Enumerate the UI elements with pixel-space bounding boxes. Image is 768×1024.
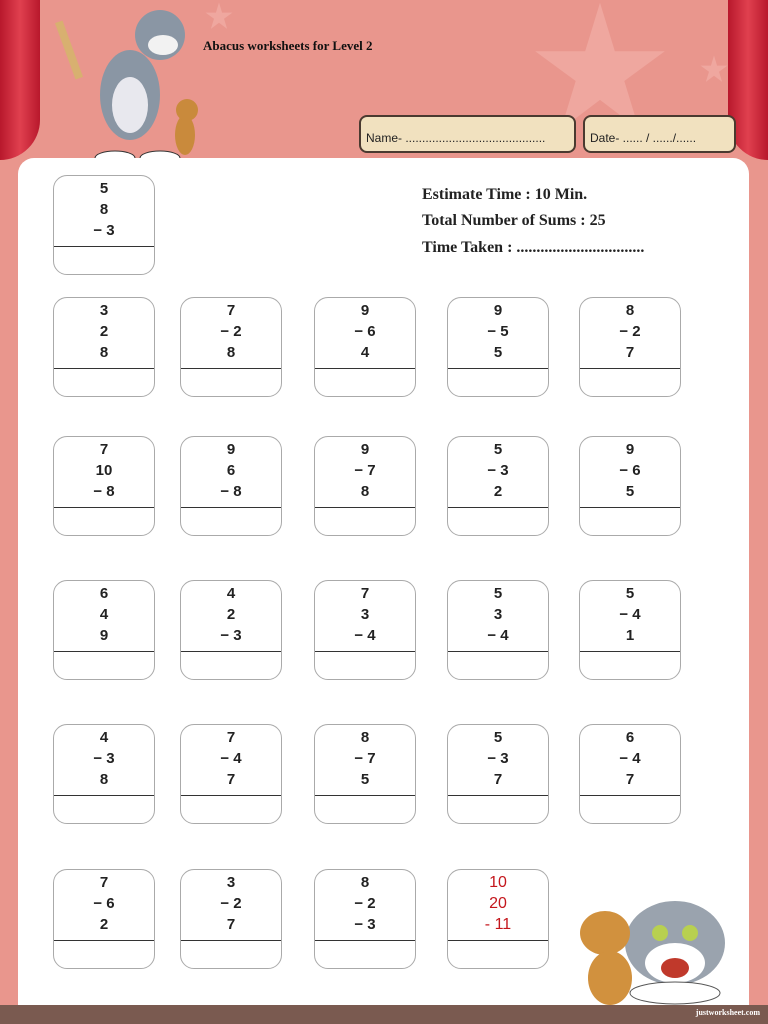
sum-number: 7 <box>493 771 503 788</box>
sum-number: 8 <box>360 729 370 746</box>
sum-number: 9 <box>99 627 109 644</box>
sum-card <box>447 724 549 824</box>
answer-area[interactable] <box>181 509 281 535</box>
star-decoration <box>700 55 728 83</box>
sum-number: − 3 <box>487 750 509 767</box>
sum-number: 6 <box>625 729 635 746</box>
sum-number: − 5 <box>487 323 509 340</box>
sum-number: 4 <box>360 344 370 361</box>
sum-number: 10 <box>489 874 507 891</box>
answer-area[interactable] <box>448 653 548 679</box>
answer-area[interactable] <box>448 370 548 396</box>
sum-number: 9 <box>226 441 236 458</box>
sum-number: 9 <box>493 302 503 319</box>
sum-card <box>314 580 416 680</box>
total-sums: Total Number of Sums : 25 <box>422 212 606 229</box>
sum-number: − 6 <box>93 895 115 912</box>
answer-area[interactable] <box>580 653 680 679</box>
sum-number: − 6 <box>619 462 641 479</box>
sum-number: 5 <box>625 483 635 500</box>
sum-card <box>447 580 549 680</box>
sum-card <box>579 436 681 536</box>
answer-line <box>181 507 281 508</box>
answer-line <box>54 246 154 247</box>
sum-number: 9 <box>625 441 635 458</box>
answer-line <box>448 368 548 369</box>
sum-card <box>180 297 282 397</box>
sum-card <box>53 436 155 536</box>
answer-area[interactable] <box>448 509 548 535</box>
sum-number: 4 <box>99 729 109 746</box>
answer-area[interactable] <box>315 509 415 535</box>
curtain-left <box>0 0 40 160</box>
sum-number: 8 <box>99 771 109 788</box>
sum-number: 5 <box>493 729 503 746</box>
sum-number: 7 <box>226 302 236 319</box>
sum-number: − 2 <box>220 895 242 912</box>
tom-and-jerry-illustration <box>35 0 215 170</box>
sum-number: − 3 <box>93 222 115 239</box>
answer-line <box>315 651 415 652</box>
sum-card <box>579 580 681 680</box>
answer-line <box>580 507 680 508</box>
sum-number: 7 <box>625 344 635 361</box>
sum-number: 5 <box>493 441 503 458</box>
sum-number: 3 <box>360 606 370 623</box>
sum-number: 9 <box>360 441 370 458</box>
answer-line <box>315 507 415 508</box>
sum-card <box>180 436 282 536</box>
answer-area[interactable] <box>448 942 548 968</box>
sum-card <box>180 869 282 969</box>
sum-number: 5 <box>493 585 503 602</box>
answer-area[interactable] <box>580 797 680 823</box>
answer-area[interactable] <box>181 653 281 679</box>
sum-card <box>579 297 681 397</box>
sum-card <box>53 724 155 824</box>
sum-card <box>314 297 416 397</box>
estimate-time: Estimate Time : 10 Min. <box>422 186 588 203</box>
sum-number: − 2 <box>619 323 641 340</box>
sum-number: 8 <box>360 874 370 891</box>
worksheet-title: Abacus worksheets for Level 2 <box>203 38 373 53</box>
answer-line <box>181 795 281 796</box>
answer-area[interactable] <box>181 942 281 968</box>
sum-card <box>314 869 416 969</box>
sum-card <box>447 869 549 969</box>
sum-number: − 4 <box>619 750 641 767</box>
answer-area[interactable] <box>315 797 415 823</box>
sum-card <box>53 869 155 969</box>
answer-line <box>580 651 680 652</box>
answer-line <box>315 368 415 369</box>
sum-number: − 7 <box>354 750 376 767</box>
sum-number: 5 <box>360 771 370 788</box>
answer-line <box>315 795 415 796</box>
answer-area[interactable] <box>54 653 154 679</box>
sum-number: − 2 <box>354 895 376 912</box>
sum-card <box>180 580 282 680</box>
sum-number: 2 <box>99 323 109 340</box>
sum-number: 7 <box>99 441 109 458</box>
sum-number: 7 <box>99 874 109 891</box>
answer-area[interactable] <box>54 942 154 968</box>
answer-area[interactable] <box>448 797 548 823</box>
answer-line <box>54 940 154 941</box>
sum-number: 4 <box>226 585 236 602</box>
brand-text: justworksheet.com <box>695 1008 760 1017</box>
answer-area[interactable] <box>315 942 415 968</box>
sum-number: − 4 <box>487 627 509 644</box>
sum-number: 8 <box>99 201 109 218</box>
sum-number: 7 <box>625 771 635 788</box>
answer-area[interactable] <box>54 248 154 274</box>
answer-area[interactable] <box>580 370 680 396</box>
sum-number: 3 <box>226 874 236 891</box>
tom-and-jerry-illustration <box>565 873 755 1005</box>
sum-card <box>53 297 155 397</box>
answer-area[interactable] <box>580 509 680 535</box>
sum-number: − 8 <box>220 483 242 500</box>
sum-number: 2 <box>493 483 503 500</box>
answer-area[interactable] <box>181 370 281 396</box>
sum-card <box>314 436 416 536</box>
sum-number: 10 <box>95 462 113 479</box>
answer-area[interactable] <box>315 370 415 396</box>
sum-number: 7 <box>360 585 370 602</box>
sum-number: 7 <box>226 729 236 746</box>
sum-number: 1 <box>625 627 635 644</box>
sum-number: 5 <box>493 344 503 361</box>
answer-area[interactable] <box>54 797 154 823</box>
answer-line <box>54 368 154 369</box>
sum-number: 6 <box>99 585 109 602</box>
name-field[interactable]: Name- .......................................... <box>359 115 576 153</box>
sum-number: 3 <box>99 302 109 319</box>
sum-number: 6 <box>226 462 236 479</box>
answer-line <box>181 368 281 369</box>
sum-number: − 3 <box>93 750 115 767</box>
sum-number: − 3 <box>354 916 376 933</box>
sum-number: − 3 <box>487 462 509 479</box>
sum-number: 7 <box>226 771 236 788</box>
sum-card <box>579 724 681 824</box>
sum-number: 3 <box>493 606 503 623</box>
sum-number: 8 <box>625 302 635 319</box>
answer-line <box>580 368 680 369</box>
sum-number: − 4 <box>220 750 242 767</box>
time-taken: Time Taken : ................................ <box>422 239 645 256</box>
answer-line <box>181 651 281 652</box>
answer-line <box>448 795 548 796</box>
sum-number: 8 <box>99 344 109 361</box>
sum-number: 4 <box>99 606 109 623</box>
sum-number: − 3 <box>220 627 242 644</box>
sum-number: − 4 <box>619 606 641 623</box>
sum-number: − 8 <box>93 483 115 500</box>
sum-card <box>314 724 416 824</box>
sum-card <box>447 297 549 397</box>
sum-number: − 4 <box>354 627 376 644</box>
answer-line <box>54 507 154 508</box>
answer-line <box>315 940 415 941</box>
sum-number: 20 <box>489 895 507 912</box>
answer-area[interactable] <box>315 653 415 679</box>
sum-number: 8 <box>360 483 370 500</box>
sum-number: 5 <box>99 180 109 197</box>
sum-number: 5 <box>625 585 635 602</box>
answer-line <box>448 940 548 941</box>
answer-area[interactable] <box>54 370 154 396</box>
footer-bar <box>0 1005 768 1024</box>
sum-card <box>180 724 282 824</box>
sum-card <box>53 580 155 680</box>
sum-number: - 11 <box>484 916 512 933</box>
sum-card <box>53 175 155 275</box>
sum-number: 9 <box>360 302 370 319</box>
sum-number: − 6 <box>354 323 376 340</box>
answer-line <box>580 795 680 796</box>
sum-number: 8 <box>226 344 236 361</box>
answer-line <box>448 651 548 652</box>
sum-number: 7 <box>226 916 236 933</box>
answer-line <box>54 651 154 652</box>
answer-area[interactable] <box>54 509 154 535</box>
sum-number: − 2 <box>220 323 242 340</box>
sum-card <box>447 436 549 536</box>
answer-line <box>448 507 548 508</box>
sum-number: 2 <box>226 606 236 623</box>
answer-line <box>181 940 281 941</box>
sum-number: − 7 <box>354 462 376 479</box>
sum-number: 2 <box>99 916 109 933</box>
date-field[interactable]: Date- ...... / ....../...... <box>583 115 736 153</box>
answer-line <box>54 795 154 796</box>
answer-area[interactable] <box>181 797 281 823</box>
